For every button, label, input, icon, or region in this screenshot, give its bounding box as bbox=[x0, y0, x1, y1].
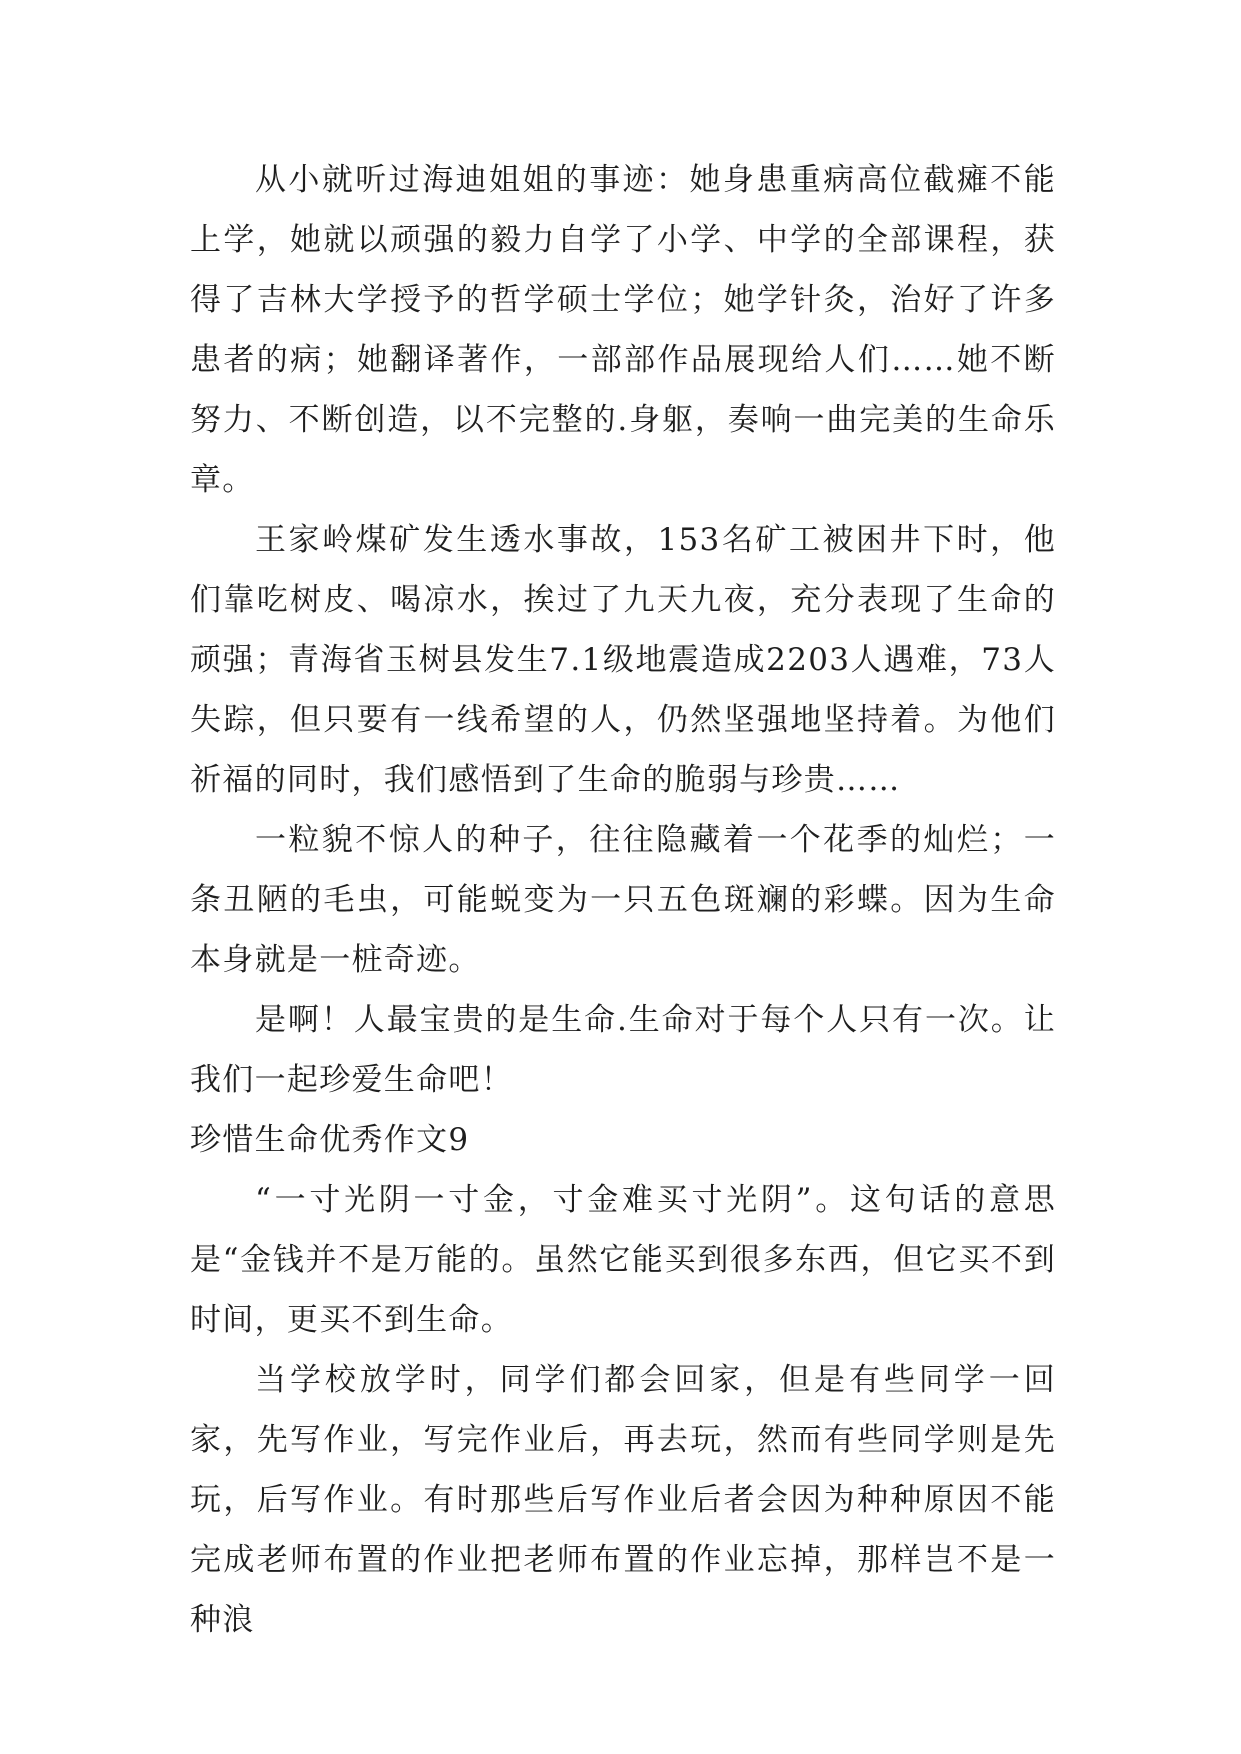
section-heading: 珍惜生命优秀作文9 bbox=[190, 1122, 470, 1158]
paragraph-time-gold: “一寸光阴一寸金，寸金难买寸光阴”。这句话的意思是“金钱并不是万能的。虽然它能买到很多东西，但它买不到时间，更买不到生命。 bbox=[190, 1182, 1056, 1338]
document-body bbox=[190, 150, 1056, 1650]
paragraph-homework: 当学校放学时，同学们都会回家，但是有些同学一回家，先写作业，写完作业后，再去玩，然而有些同学则是先玩，后写作业。有时那些后写作业后者会因为种种原因不能完成老师布置的作业把老师布置的作业忘掉，那样岂不是一种浪 bbox=[190, 1362, 1056, 1638]
paragraph-mine-accident: 王家岭煤矿发生透水事故，153名矿工被困井下时，他们靠吃树皮、喝凉水，挨过了九天九夜，充分表现了生命的顽强；青海省玉树县发生7.1级地震造成2203人遇难，73人失踪，但只要有一线希望的人，仍然坚强地坚持着。为他们祈福的同时，我们感悟到了生命的脆弱与珍贵…… bbox=[190, 522, 1056, 798]
paragraph-seed: 一粒貌不惊人的种子，往往隐藏着一个花季的灿烂；一条丑陋的毛虫，可能蜕变为一只五色斑斓的彩蝶。因为生命本身就是一桩奇迹。 bbox=[190, 822, 1056, 978]
paragraph-haidi: 从小就听过海迪姐姐的事迹：她身患重病高位截瘫不能上学，她就以顽强的毅力自学了小学、中学的全部课程，获得了吉林大学授予的哲学硕士学位；她学针灸，治好了许多患者的病；她翻译著作，一部部作品展现给人们……她不断努力、不断创造，以不完整的.身躯，奏响一曲完美的生命乐章。 bbox=[190, 162, 1056, 498]
paragraph-cherish-life: 是啊！人最宝贵的是生命.生命对于每个人只有一次。让我们一起珍爱生命吧！ bbox=[190, 1002, 1056, 1098]
